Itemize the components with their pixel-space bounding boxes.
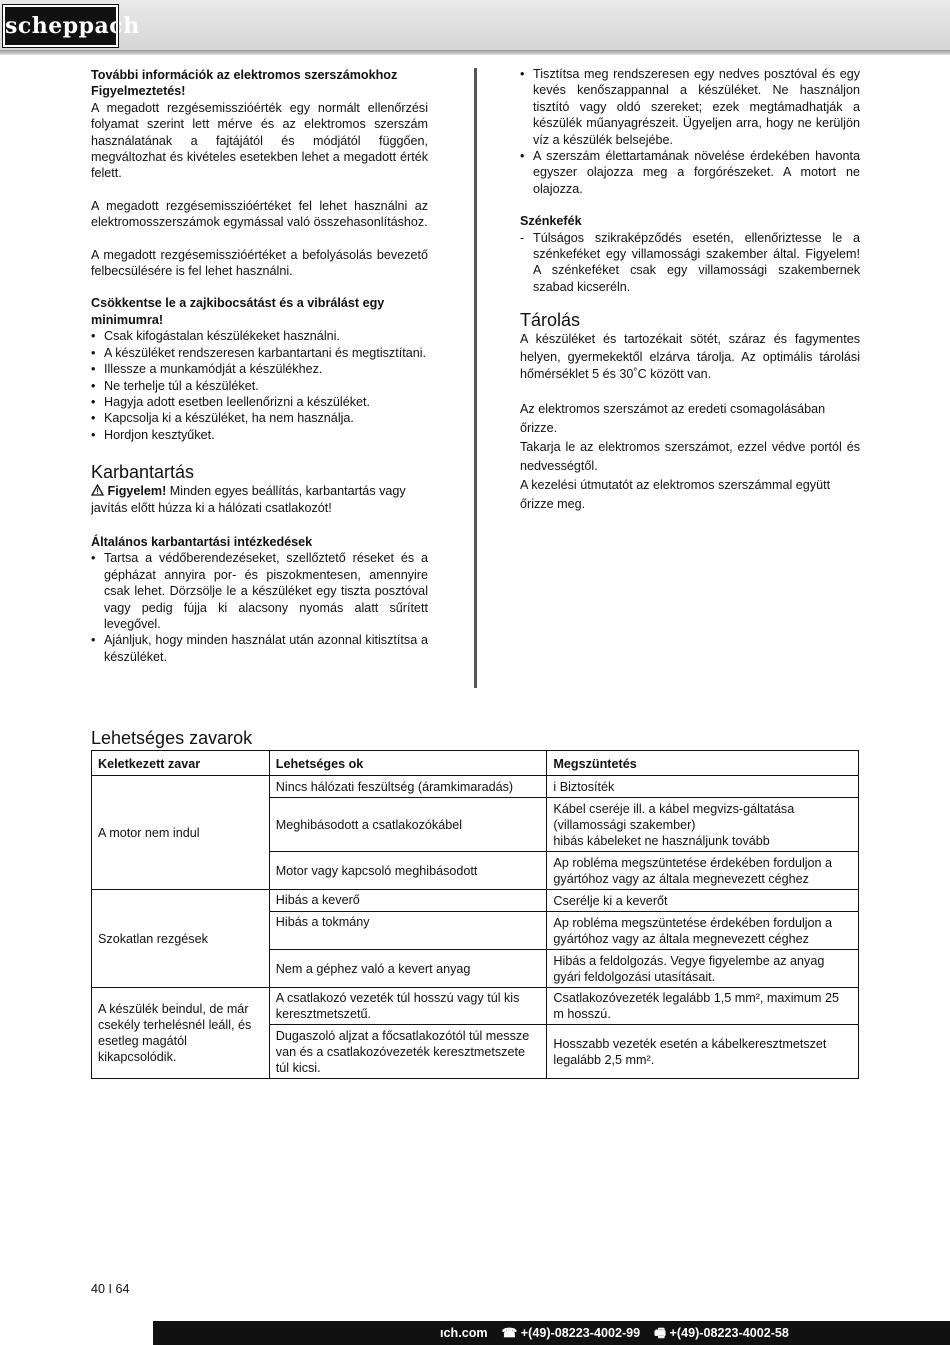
cause-cell: Motor vagy kapcsoló meghibásodott — [269, 852, 547, 890]
cause-cell: Nincs hálózati feszültség (áramkimaradás) — [269, 776, 547, 798]
list-item: • Hagyja adott esetben leellenőrizni a készüléket. — [91, 394, 371, 409]
cause-cell: Nem a géphez való a kevert anyag — [269, 950, 547, 988]
warning-paragraph-1: A megadott rezgésemisszióérték egy normált ellenőrzési folyamat szerint lett mérve és az elektromos szerszám használatának a fajtájától és módjától függően, megváltozhat és kivételes esetekben lehet a megadott érték felett. — [91, 100, 428, 181]
remedy-cell: Csatlakozóvezeték legalább 1,5 mm², maximum 25 m hosszú. — [547, 988, 859, 1025]
care-list — [520, 66, 860, 197]
troubleshooting-table — [91, 750, 859, 1079]
attention-label: Figyelem! — [107, 484, 167, 499]
storage-paragraph-1: A készüléket és tartozékait sötét, száraz és fagymentes helyen, gyermekektől elzárva tárolja. Az optimális tárolási hőmérséklet 5 és 30˚C között van. — [520, 332, 860, 382]
page-header — [0, 0, 950, 50]
reduce-title: Csökkentse le a zajkibocsátást és a vibrálást egy minimumra! — [91, 296, 385, 327]
cause-cell: Dugaszoló aljzat a főcsatlakozótól túl messze van és a csatlakozóvezeték keresztmetszete túl kicsi. — [269, 1025, 547, 1079]
list-item: • Illessze a munkamódját a készülékhez. — [91, 362, 323, 377]
fault-cell: Szokatlan rezgések — [92, 890, 270, 988]
header-divider — [0, 50, 950, 55]
list-item: • Tisztítsa meg rendszeresen egy nedves posztóval és egy kevés kenőszappannal a készüléket. Ne használjon tisztító vagy oldó szereket; ezek megtámadhatják a készülék műanyagrészeit. Ügyeljen arra, hogy ne kerüljön víz a készülék belsejébe. — [520, 67, 860, 147]
list-item: • Ne terhelje túl a készüléket. — [91, 378, 259, 393]
column-header: Megszüntetés — [547, 751, 859, 776]
general-maintenance-list — [91, 550, 428, 665]
remedy-cell: Ap robléma megszüntetése érdekében forduljon a gyártóhoz vagy az általa megnevezett céghez — [547, 912, 859, 950]
remedy-cell: Hosszabb vezeték esetén a kábelkeresztmetszet legalább 2,5 mm². — [547, 1025, 859, 1079]
right-column — [520, 66, 860, 514]
footer-left-blank — [0, 1321, 153, 1345]
list-item: • Csak kifogástalan készülékeket használni. — [91, 329, 340, 344]
list-item: • A szerszám élettartamának növelése érdekében havonta egyszer olajozza meg a forgórészeket. A motort ne olajozza. — [520, 149, 860, 196]
list-item: • Ajánljuk, hogy minden használat után azonnal kitisztítsa a készüléket. — [91, 633, 428, 664]
fault-cell: A készülék beindul, de már csekély terhelésnél leáll, és esetleg magától kikapcsolódik. — [92, 988, 270, 1079]
table-row — [92, 890, 859, 912]
list-item: • Tartsa a védőberendezéseket, szellőztető réseket és a gépházat annyira por- és piszokmentesen, amennyire csak lehet. Dörzsölje le a készüléket egy tiszta posztóval vagy pedig fújja ki alacsony nyomás alatt sűrített levegővel. — [91, 551, 428, 631]
column-header: Keletkezett zavar — [92, 751, 270, 776]
remedy-cell: Kábel cseréje ill. a kábel megvizs-gáltatása (villamossági szakember) hibás kábeleket ne használjunk tovább — [547, 798, 859, 852]
page-number: 40 I 64 — [91, 1282, 130, 1296]
footer-website[interactable]: ıch.com — [440, 1326, 488, 1340]
remedy-cell: Cserélje ki a keverőt — [547, 890, 859, 912]
attention-text: Minden egyes beállítás, karbantartás vagy javítás előtt húzza ki a hálózati csatlakozót! — [91, 484, 406, 515]
list-item: • A készüléket rendszeresen karbantartani és megtisztítani. — [91, 345, 427, 360]
storage-heading: Tárolás — [520, 310, 581, 331]
maintenance-heading: Karbantartás — [91, 462, 195, 483]
list-item: • Kapcsolja ki a készüléket, ha nem használja. — [91, 411, 354, 426]
table-row — [92, 988, 859, 1025]
remedy-cell: i Biztosíték — [547, 776, 859, 798]
column-header: Lehetséges ok — [269, 751, 547, 776]
warning-paragraph-3: A megadott rezgésemisszióértéket a befolyásolás bevezető felbecsülésére is fel lehet használni. — [91, 247, 428, 279]
cause-cell: Meghibásodott a csatlakozókábel — [269, 798, 547, 852]
brushes-list — [520, 230, 860, 296]
storage-paragraph-3: Takarja le az elektromos szerszámot, ezzel védve portól és nedvességtől. — [520, 439, 860, 473]
footer-phone: ☎ +(49)-08223-4002-99 — [501, 1326, 641, 1340]
cause-cell: A csatlakozó vezeték túl hosszú vagy túl kis keresztmetszetű. — [269, 988, 547, 1025]
column-divider — [474, 68, 477, 688]
remedy-cell: Ap robléma megszüntetése érdekében forduljon a gyártóhoz vagy az általa megnevezett céghez — [547, 852, 859, 890]
reduce-list — [91, 328, 428, 443]
list-item: • Hordjon kesztyűket. — [91, 427, 215, 442]
footer-bar — [153, 1321, 950, 1345]
cause-cell: Hibás a keverő — [269, 890, 547, 912]
warning-triangle-icon — [91, 484, 104, 496]
troubleshooting-heading: Lehetséges zavarok — [91, 728, 253, 748]
further-info-title: További információk az elektromos szerszámokhoz — [91, 68, 398, 82]
warning-title: Figyelmeztetés! — [91, 84, 186, 99]
storage-paragraph-2: Az elektromos szerszámot az eredeti csomagolásában őrizze. — [520, 401, 826, 435]
warning-paragraph-2: A megadott rezgésemisszióértéket fel lehet használni az elektromosszerszámok egymással való összehasonlításhoz. — [91, 198, 428, 230]
attention-notice — [91, 483, 428, 516]
footer-contact — [440, 1321, 789, 1345]
left-column — [91, 67, 428, 665]
general-maintenance-title: Általános karbantartási intézkedések — [91, 534, 313, 549]
footer-fax: 🖷 +(49)-08223-4002-58 — [654, 1326, 789, 1340]
table-row — [92, 776, 859, 798]
list-item: - Túlságos szikraképződés esetén, ellenőriztesse le a szénkeféket egy villamossági szakember által. Figyelem! A szénkeféket csak egy villamossági szakembernek szabad kicseréln. — [520, 230, 860, 294]
brushes-title: Szénkefék — [520, 214, 582, 229]
scheppach-logo: scheppach — [3, 5, 118, 47]
storage-paragraph-4: A kezelési útmutatót az elektromos szerszámmal együtt őrizze meg. — [520, 477, 831, 511]
table-header-row — [92, 751, 859, 776]
cause-cell: Hibás a tokmány — [269, 912, 547, 950]
remedy-cell: Hibás a feldolgozás. Vegye figyelembe az anyag gyári feldolgozási utasításait. — [547, 950, 859, 988]
fault-cell: A motor nem indul — [92, 776, 270, 890]
